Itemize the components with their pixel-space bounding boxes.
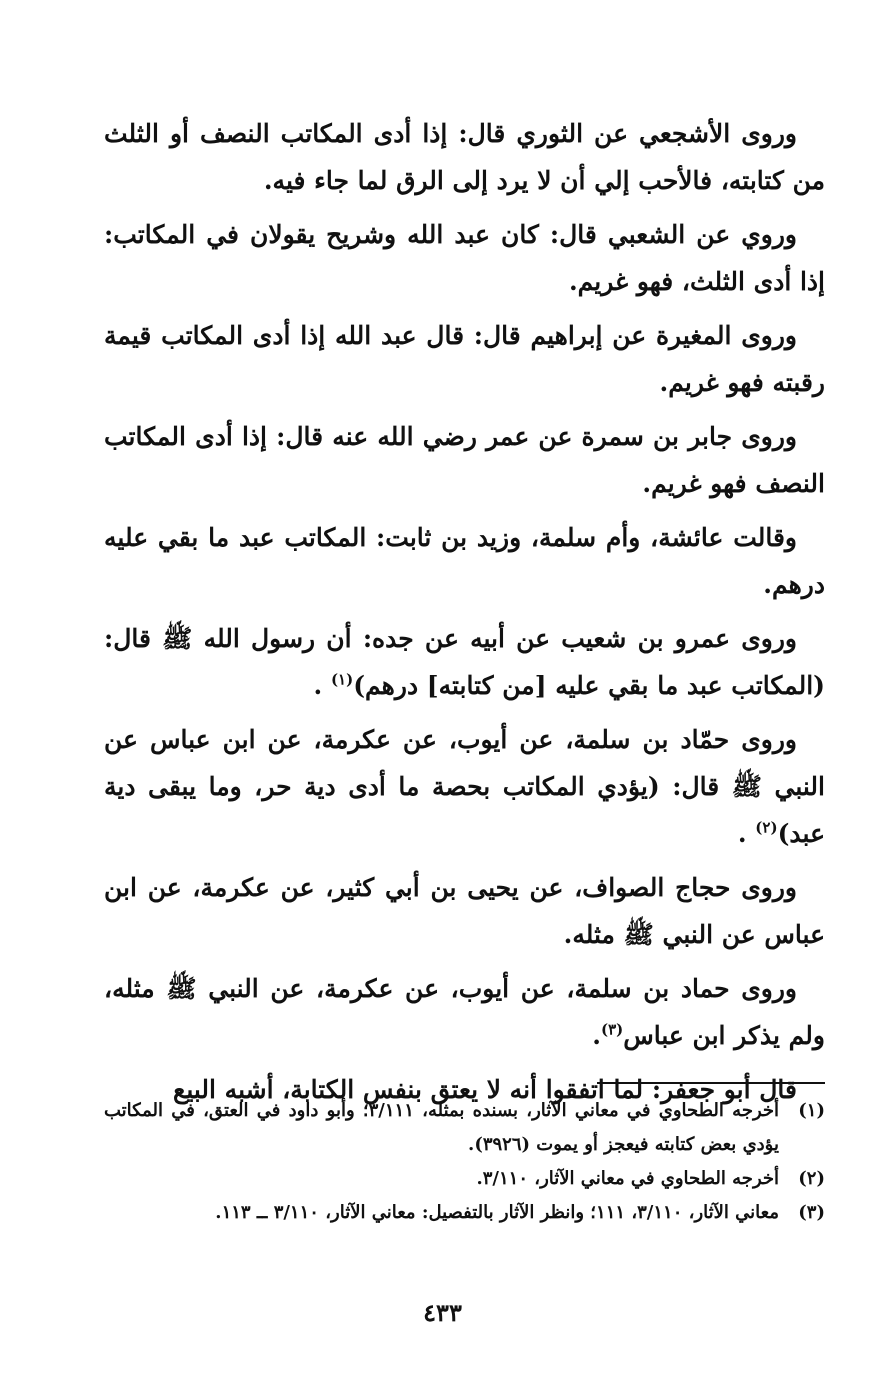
footnote-3 [104,1196,825,1230]
paragraph-7: وروى حمّاد بن سلمة، عن أيوب، عن عكرمة، عن ابن عباس عن النبي ﷺ قال: (يؤدي المكاتب بحصة ما أدى دية حر، وما يبقى دية عبد)$^{(٢)}$ . [104,725,825,848]
footnote-divider [597,1082,825,1084]
paragraph-4: وروى جابر بن سمرة عن عمر رضي الله عنه قال: إذا أدى المكاتب النصف فهو غريم. [104,422,825,498]
footnote-2 [104,1162,825,1196]
footnote-marker-2[interactable]: (٢) [755,818,778,837]
page-number: ٤٣٣ [423,1298,462,1327]
paragraph-6: وروى عمرو بن شعيب عن أبيه عن جده: أن رسول الله ﷺ قال: (المكاتب عبد ما بقي عليه [من كتابته] درهم)$^{(١)}$ . [104,624,825,700]
footnotes [104,1094,825,1230]
paragraph-10: قال أبو جعفر: لما اتفقوا أنه لا يعتق بنفس الكتابة، أشبه البيع [173,1075,797,1104]
footnote-marker-1[interactable]: (١) [330,670,354,689]
footnote-marker-3[interactable]: (٣) [600,1020,624,1039]
footnote-text: أخرجه الطحاوي في معاني الآثار، بسنده بمثله، ٣/١١١؛ وأبو داود في العتق، في المكاتب يؤدي بعض كتابته فيعجز أو يموت (٣٩٢٦). [104,1100,779,1155]
paragraph-2: وروي عن الشعبي قال: كان عبد الله وشريح يقولان في المكاتب: إذا أدى الثلث، فهو غريم. [104,220,825,296]
paragraph-1: وروى الأشجعي عن الثوري قال: إذا أدى المكاتب النصف أو الثلث من كتابته، فالأحب إلي أن لا يرد إلى الرق لما جاء فيه. [104,119,825,195]
paragraph-8: وروى حجاج الصواف، عن يحيى بن أبي كثير، عن عكرمة، عن ابن عباس عن النبي ﷺ مثله. [104,873,825,949]
footnote-number: (٢) [798,1168,825,1189]
footnote-number: (٣) [798,1202,825,1223]
footnote-text: معاني الآثار، ٣/١١٠، ١١١؛ وانظر الآثار بالتفصيل: معاني الآثار، ٣/١١٠ ــ ١١٣. [215,1202,779,1223]
paragraph-9: وروى حماد بن سلمة، عن أيوب، عن عكرمة، عن النبي ﷺ مثله، ولم يذكر ابن عباس$^{(٣)}$. [104,974,825,1050]
paragraph-3: وروى المغيرة عن إبراهيم قال: قال عبد الله إذا أدى المكاتب قيمة رقبته فهو غريم. [104,321,825,397]
paragraph-5: وقالت عائشة، وأم سلمة، وزيد بن ثابت: المكاتب عبد ما بقي عليه درهم. [104,523,825,599]
main-text [104,110,825,1120]
footnote-number: (١) [798,1100,825,1121]
footnote-1 [104,1094,825,1162]
footnote-text: أخرجه الطحاوي في معاني الآثار، ٣/١١٠. [476,1168,779,1189]
